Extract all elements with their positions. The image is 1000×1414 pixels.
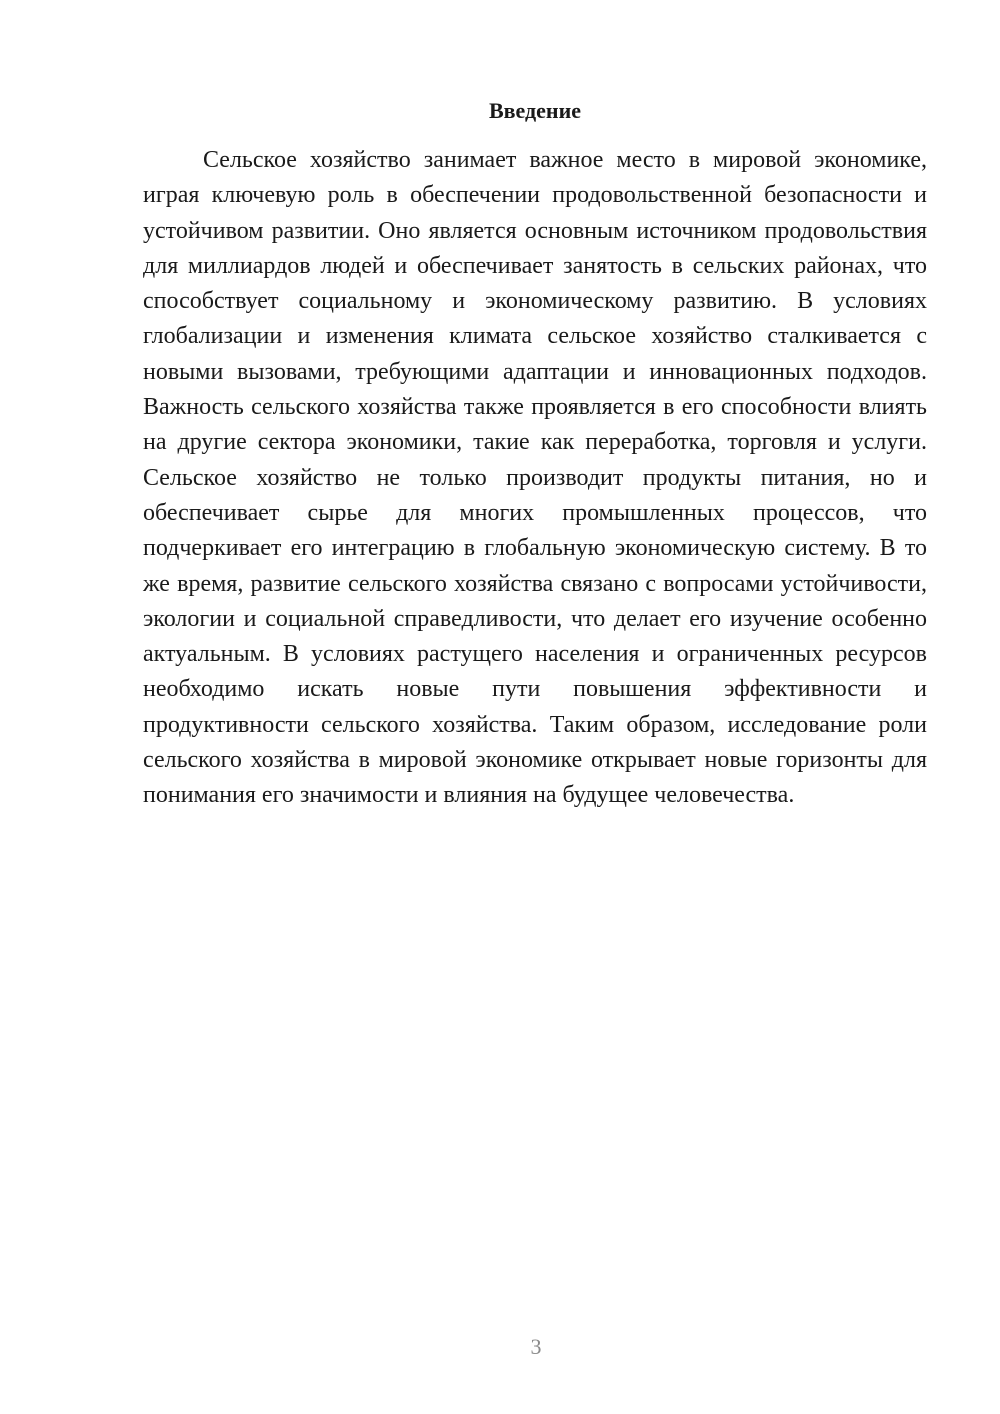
page-number: 3: [530, 1334, 542, 1359]
introduction-paragraph: Сельское хозяйство занимает важное место в мировой экономике, играя ключевую роль в обеспечении продовольственной безопасности и устойчивом развитии. Оно является основным источником продовольствия для миллиардов людей и обеспечивает занятость в сельских районах, что способствует социальному и экономическому развитию. В условиях глобализации и изменения климата сельское хозяйство сталкивается с новыми вызовами, требующими адаптации и инновационных подходов. Важность сельского хозяйства также проявляется в его способности влиять на другие сектора экономики, такие как переработка, торговля и услуги. Сельское хозяйство не только производит продукты питания, но и обеспечивает сырье для многих промышленных процессов, что подчеркивает его интеграцию в глобальную экономическую систему. В то же время, развитие сельского хозяйства связано с вопросами устойчивости, экологии и социальной справедливости, что делает его изучение особенно актуальным. В условиях растущего населения и ограниченных ресурсов необходимо искать новые пути повышения эффективности и продуктивности сельского хозяйства. Таким образом, исследование роли сельского хозяйства в мировой экономике открывает новые горизонты для понимания его значимости и влияния на будущее человечества.: [143, 147, 927, 809]
section-title: Введение: [488, 98, 582, 123]
